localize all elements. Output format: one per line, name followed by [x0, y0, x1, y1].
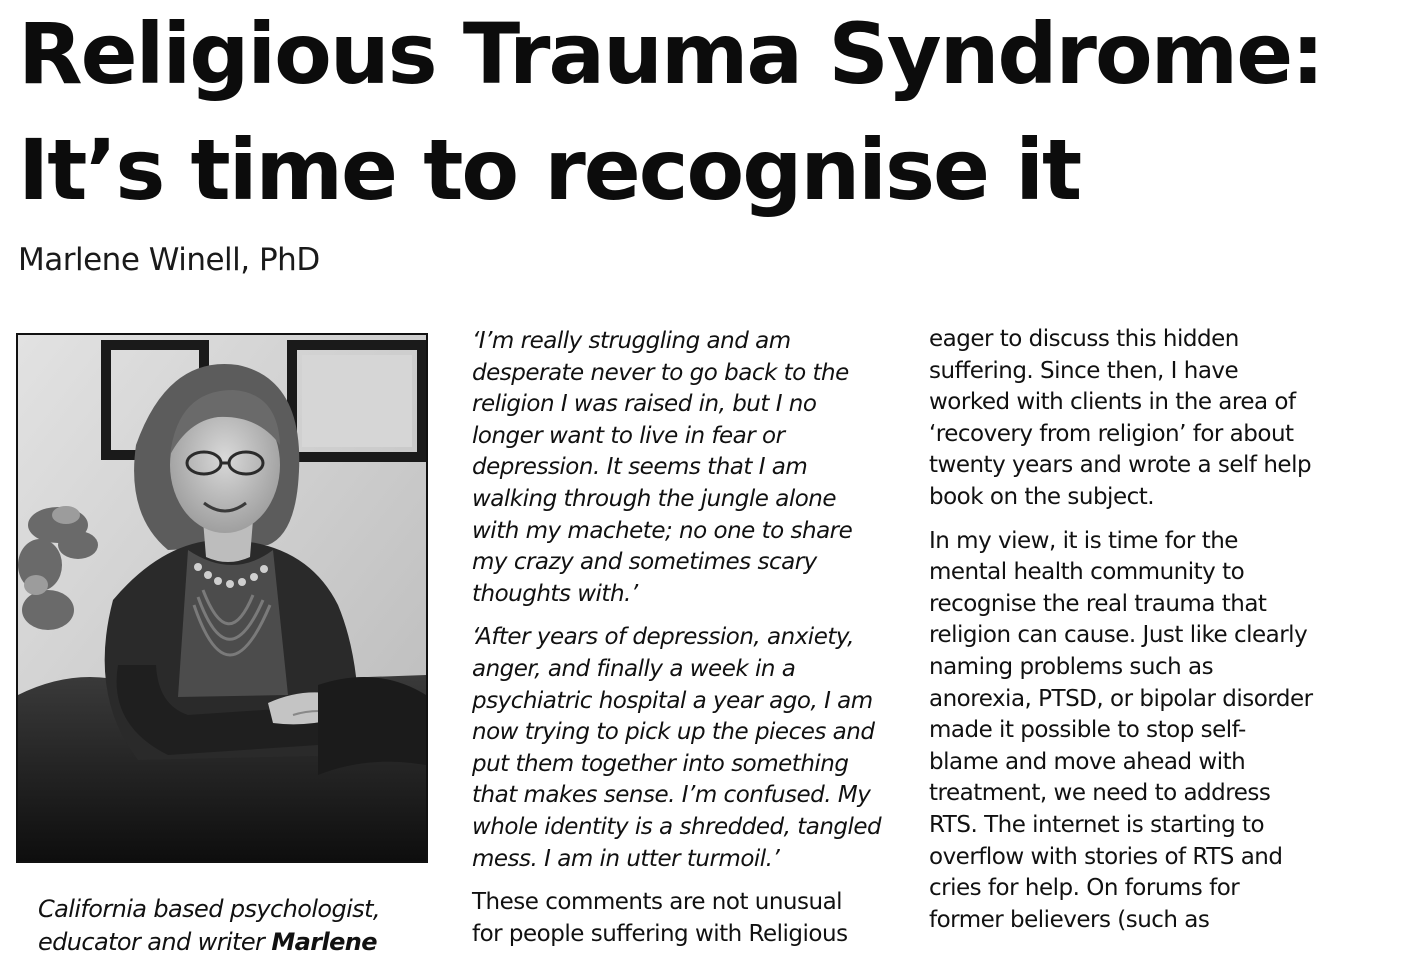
- body-line: former believers (such as: [929, 906, 1210, 933]
- body-line: eager to discuss this hidden: [929, 326, 1239, 352]
- caption-line-1: California based psychologist,: [38, 895, 380, 923]
- body-line: ‘recovery from religion’ for about: [929, 420, 1294, 447]
- body-line: treatment, we need to address: [929, 780, 1271, 807]
- body-line: book on the subject.: [929, 483, 1155, 510]
- quote-line: my crazy and sometimes scary: [472, 549, 817, 576]
- reader-quote-2: [472, 622, 892, 875]
- caption-line-2-prefix: educator and writer: [38, 928, 272, 956]
- body-line: anorexia, PTSD, or bipolar disorder: [929, 685, 1313, 712]
- quote-line: mess. I am in utter turmoil.’: [472, 845, 780, 872]
- quote-line: depression. It seems that I am: [472, 454, 808, 481]
- body-line: religion can cause. Just like clearly: [929, 622, 1308, 649]
- body-paragraph-1: [929, 324, 1409, 514]
- quote-line: thoughts with.’: [472, 580, 638, 607]
- body-paragraph-2: [929, 526, 1409, 937]
- body-line: RTS. The internet is starting to: [929, 811, 1265, 838]
- body-line: overflow with stories of RTS and: [929, 843, 1283, 870]
- body-line: These comments are not unusual: [472, 889, 843, 916]
- reader-quote-1: [472, 326, 892, 610]
- body-line: cries for help. On forums for: [929, 875, 1240, 902]
- quote-line: psychiatric hospital a year ago, I am: [472, 687, 873, 714]
- quote-line: religion I was raised in, but I no: [472, 391, 817, 418]
- quote-line: now trying to pick up the pieces and: [472, 719, 875, 746]
- quote-line: ‘I’m really struggling and am: [472, 328, 791, 354]
- headline-line-2: It’s time to recognise it: [18, 121, 1081, 219]
- body-line: naming problems such as: [929, 653, 1214, 680]
- author-byline: Marlene Winell, PhD: [18, 242, 320, 278]
- photo-caption: [38, 893, 428, 958]
- quote-line: desperate never to go back to the: [472, 359, 849, 386]
- quote-line: that makes sense. I’m confused. My: [472, 782, 871, 809]
- body-line: twenty years and wrote a self help: [929, 452, 1312, 479]
- body-line: blame and move ahead with: [929, 748, 1246, 775]
- body-line: recognise the real trauma that: [929, 590, 1267, 617]
- quote-line: put them together into something: [472, 750, 849, 777]
- article-column-3: [929, 324, 1409, 936]
- headline-line-1: Religious Trauma Syndrome:: [18, 5, 1323, 103]
- body-line: for people suffering with Religious: [472, 920, 848, 947]
- author-photo: [16, 333, 428, 863]
- quote-line: with my machete; no one to share: [472, 517, 853, 544]
- quote-line: ‘After years of depression, anxiety,: [472, 624, 854, 651]
- body-line: suffering. Since then, I have: [929, 357, 1239, 384]
- body-line: mental health community to: [929, 559, 1245, 586]
- body-line: In my view, it is time for the: [929, 527, 1238, 554]
- quote-line: walking through the jungle alone: [472, 485, 837, 512]
- quote-line: anger, and finally a week in a: [472, 655, 796, 682]
- quote-line: whole identity is a shredded, tangled: [472, 813, 882, 840]
- caption-author-name: Marlene: [271, 928, 377, 956]
- body-line: worked with clients in the area of: [929, 389, 1296, 416]
- quote-line: longer want to live in fear or: [472, 422, 785, 449]
- body-line: made it possible to stop self-: [929, 717, 1246, 744]
- article-column-2: [472, 326, 892, 950]
- body-paragraph: [472, 887, 892, 950]
